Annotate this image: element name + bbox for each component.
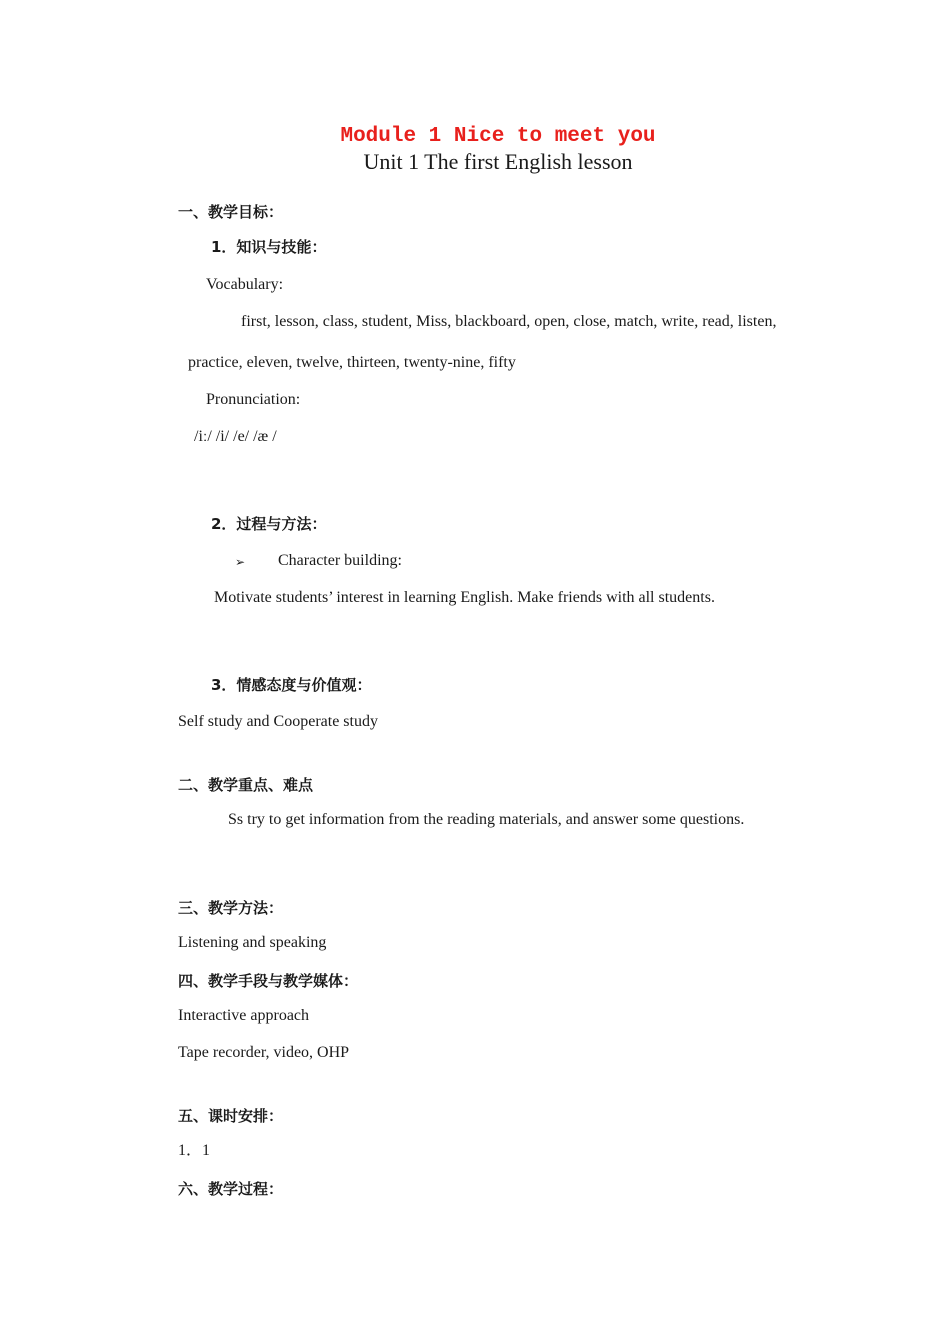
module-title: Module 1 Nice to meet you [340, 125, 656, 148]
unit-subtitle: Unit 1 The first English lesson [363, 149, 633, 174]
bullet-text-character-building: Character building: [278, 552, 402, 569]
subheading-attitude-values: 3．情感态度与价值观： [211, 676, 372, 694]
section-heading-key-points: 二、教学重点、难点 [178, 776, 314, 794]
pronunciation-values: /iː/ /i/ /e/ /æ / [194, 428, 277, 445]
section-heading-media: 四、教学手段与教学媒体： [178, 972, 359, 990]
subheading-knowledge-skills: 1．知识与技能： [211, 238, 327, 256]
media-text-2: Tape recorder, video, OHP [178, 1044, 350, 1061]
media-text-1: Interactive approach [178, 1007, 310, 1024]
key-points-text: Ss try to get information from the reading materials, and answer some questions. [228, 811, 745, 828]
section-heading-process: 六、教学过程： [178, 1180, 284, 1198]
section-heading-schedule: 五、课时安排： [178, 1107, 284, 1125]
vocabulary-line-2: practice, eleven, twelve, thirteen, twenty-nine, fifty [188, 354, 516, 371]
pronunciation-label: Pronunciation: [206, 391, 301, 408]
arrow-bullet-icon: ➢ [235, 555, 246, 569]
vocabulary-line-1: first, lesson, class, student, Miss, blackboard, open, close, match, write, read, listen, [241, 313, 777, 330]
motivate-text: Motivate students’ interest in learning English. Make friends with all students. [214, 589, 715, 606]
section-heading-objectives: 一、教学目标： [178, 203, 284, 221]
self-study-text: Self study and Cooperate study [178, 713, 378, 730]
subheading-process-methods: 2．过程与方法： [211, 515, 327, 533]
schedule-text: 1．1 [178, 1142, 211, 1159]
methods-text: Listening and speaking [178, 934, 327, 951]
section-heading-methods: 三、教学方法： [178, 899, 284, 917]
vocabulary-label: Vocabulary: [206, 276, 284, 293]
